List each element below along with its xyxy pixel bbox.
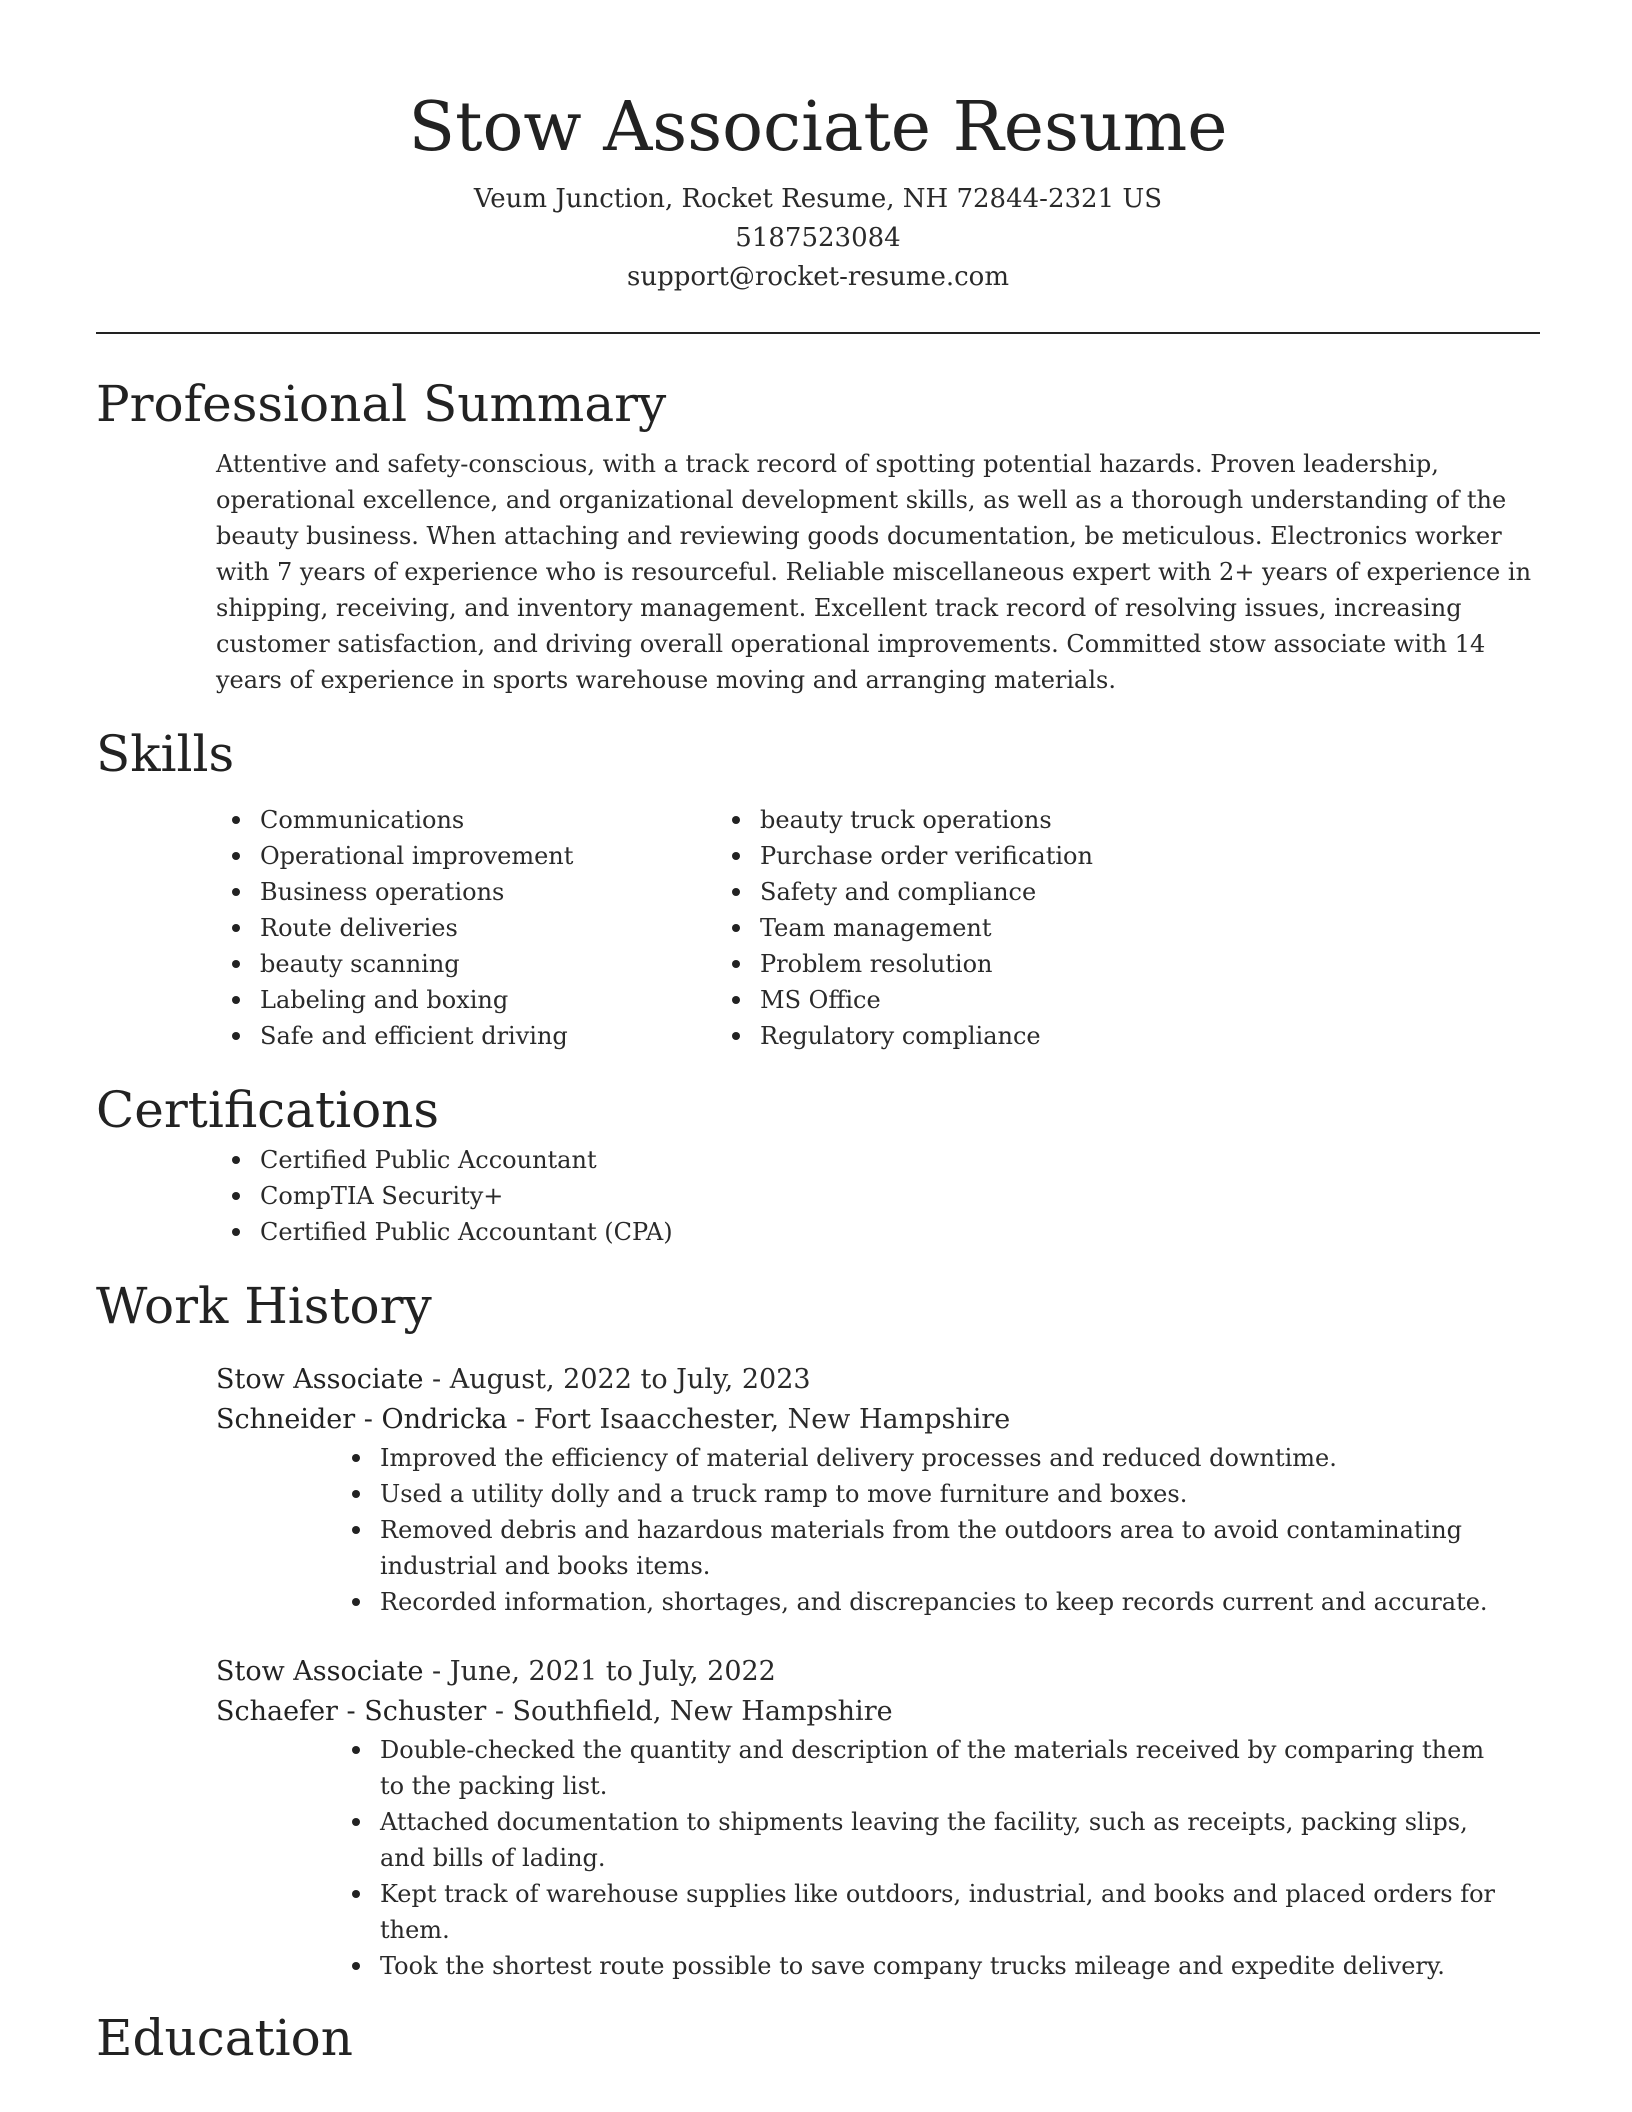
job-duty: Removed debris and hazardous materials from the outdoors area to avoid contaminating industrial and books items. [216,1512,1540,1584]
skill-item: Route deliveries [96,910,746,946]
contact-address: Veum Junction, Rocket Resume, NH 72844-2321 US [473,184,1163,214]
skill-item: Safe and efficient driving [96,1018,746,1054]
job-duties-list [216,1732,1540,1984]
skill-item: Operational improvement [96,838,746,874]
job-duty: Attached documentation to shipments leaving the facility, such as receipts, packing slips, and bills of lading. [216,1804,1540,1876]
contact-email: support@rocket-resume.com [626,262,1009,292]
work-history-section [96,1274,1540,1984]
skills-grid [96,802,1540,1054]
skill-item: Communications [96,802,746,838]
skill-item: Team management [596,910,1246,946]
resume-page [96,0,1540,2070]
skill-item: Labeling and boxing [96,982,746,1018]
job-duty: Kept track of warehouse supplies like outdoors, industrial, and books and placed orders for them. [216,1876,1540,1948]
certifications-list [96,1142,1540,1250]
resume-title: Stow Associate Resume [408,88,1228,167]
job-title-line [216,1652,1540,1692]
skill-item: Problem resolution [596,946,1246,982]
job-duty: Improved the efficiency of material delivery processes and reduced downtime. [216,1440,1540,1476]
skills-column-right [596,802,1246,1054]
education-heading: Education [96,2009,353,2067]
job-entry [216,1652,1540,1984]
job-duty: Recorded information, shortages, and discrepancies to keep records current and accurate. [216,1584,1540,1620]
job-title-line [216,1360,1540,1400]
job-company-line [216,1692,1540,1732]
job-duties-list [216,1440,1540,1620]
job-duty: Took the shortest route possible to save company trucks mileage and expedite delivery. [216,1948,1540,1984]
job-entry [216,1360,1540,1620]
certification-item: Certified Public Accountant (CPA) [96,1214,1540,1250]
job-location: - Southfield, New Hampshire [486,1696,893,1727]
skill-item: Safety and compliance [596,874,1246,910]
skills-heading: Skills [96,725,235,783]
skill-item: MS Office [596,982,1246,1018]
skill-item: beauty scanning [96,946,746,982]
summary-section [96,372,1540,698]
job-company-line [216,1400,1540,1440]
skill-item: Purchase order verification [596,838,1246,874]
skills-section [96,722,1540,1054]
job-dates: - August, 2022 to July, 2023 [423,1364,811,1395]
certification-item: Certified Public Accountant [96,1142,1540,1178]
job-company: Schaefer - Schuster [216,1696,487,1727]
skill-item: Business operations [96,874,746,910]
job-duty: Double-checked the quantity and description of the materials received by comparing them to the packing list. [216,1732,1540,1804]
contact-phone: 5187523084 [735,223,901,253]
certifications-heading: Certifications [96,1081,440,1139]
skill-item: beauty truck operations [596,802,1246,838]
job-role: Stow Associate [216,1364,424,1395]
job-role: Stow Associate [216,1656,424,1687]
contact-info [96,180,1540,297]
work-history-heading: Work History [96,1277,432,1335]
summary-heading: Professional Summary [96,375,667,433]
job-duty: Used a utility dolly and a truck ramp to move furniture and boxes. [216,1476,1540,1512]
job-location: - Fort Isaacchester, New Hampshire [507,1404,1011,1435]
job-dates: - June, 2021 to July, 2022 [423,1656,776,1687]
job-company: Schneider - Ondricka [216,1404,508,1435]
summary-text: Attentive and safety-conscious, with a track record of spotting potential hazards. Proven leadership, operational excellence, and organizational development skills, as well as a thorough understanding of the beauty business. When attaching and reviewing goods documentation, be meticulous. Electronics worker with 7 years of experience who is resourceful. Reliable miscellaneous expert with 2+ years of experience in shipping, receiving, and inventory management. Excellent track record of resolving issues, increasing customer satisfaction, and driving overall operational improvements. Committed stow associate with 14 years of experience in sports warehouse moving and arranging materials. [216,450,1532,694]
certifications-section [96,1078,1540,1250]
certification-item: CompTIA Security+ [96,1178,1540,1214]
education-section [96,2006,1540,2070]
header-divider [96,332,1540,334]
skill-item: Regulatory compliance [596,1018,1246,1054]
resume-header [96,0,1540,297]
